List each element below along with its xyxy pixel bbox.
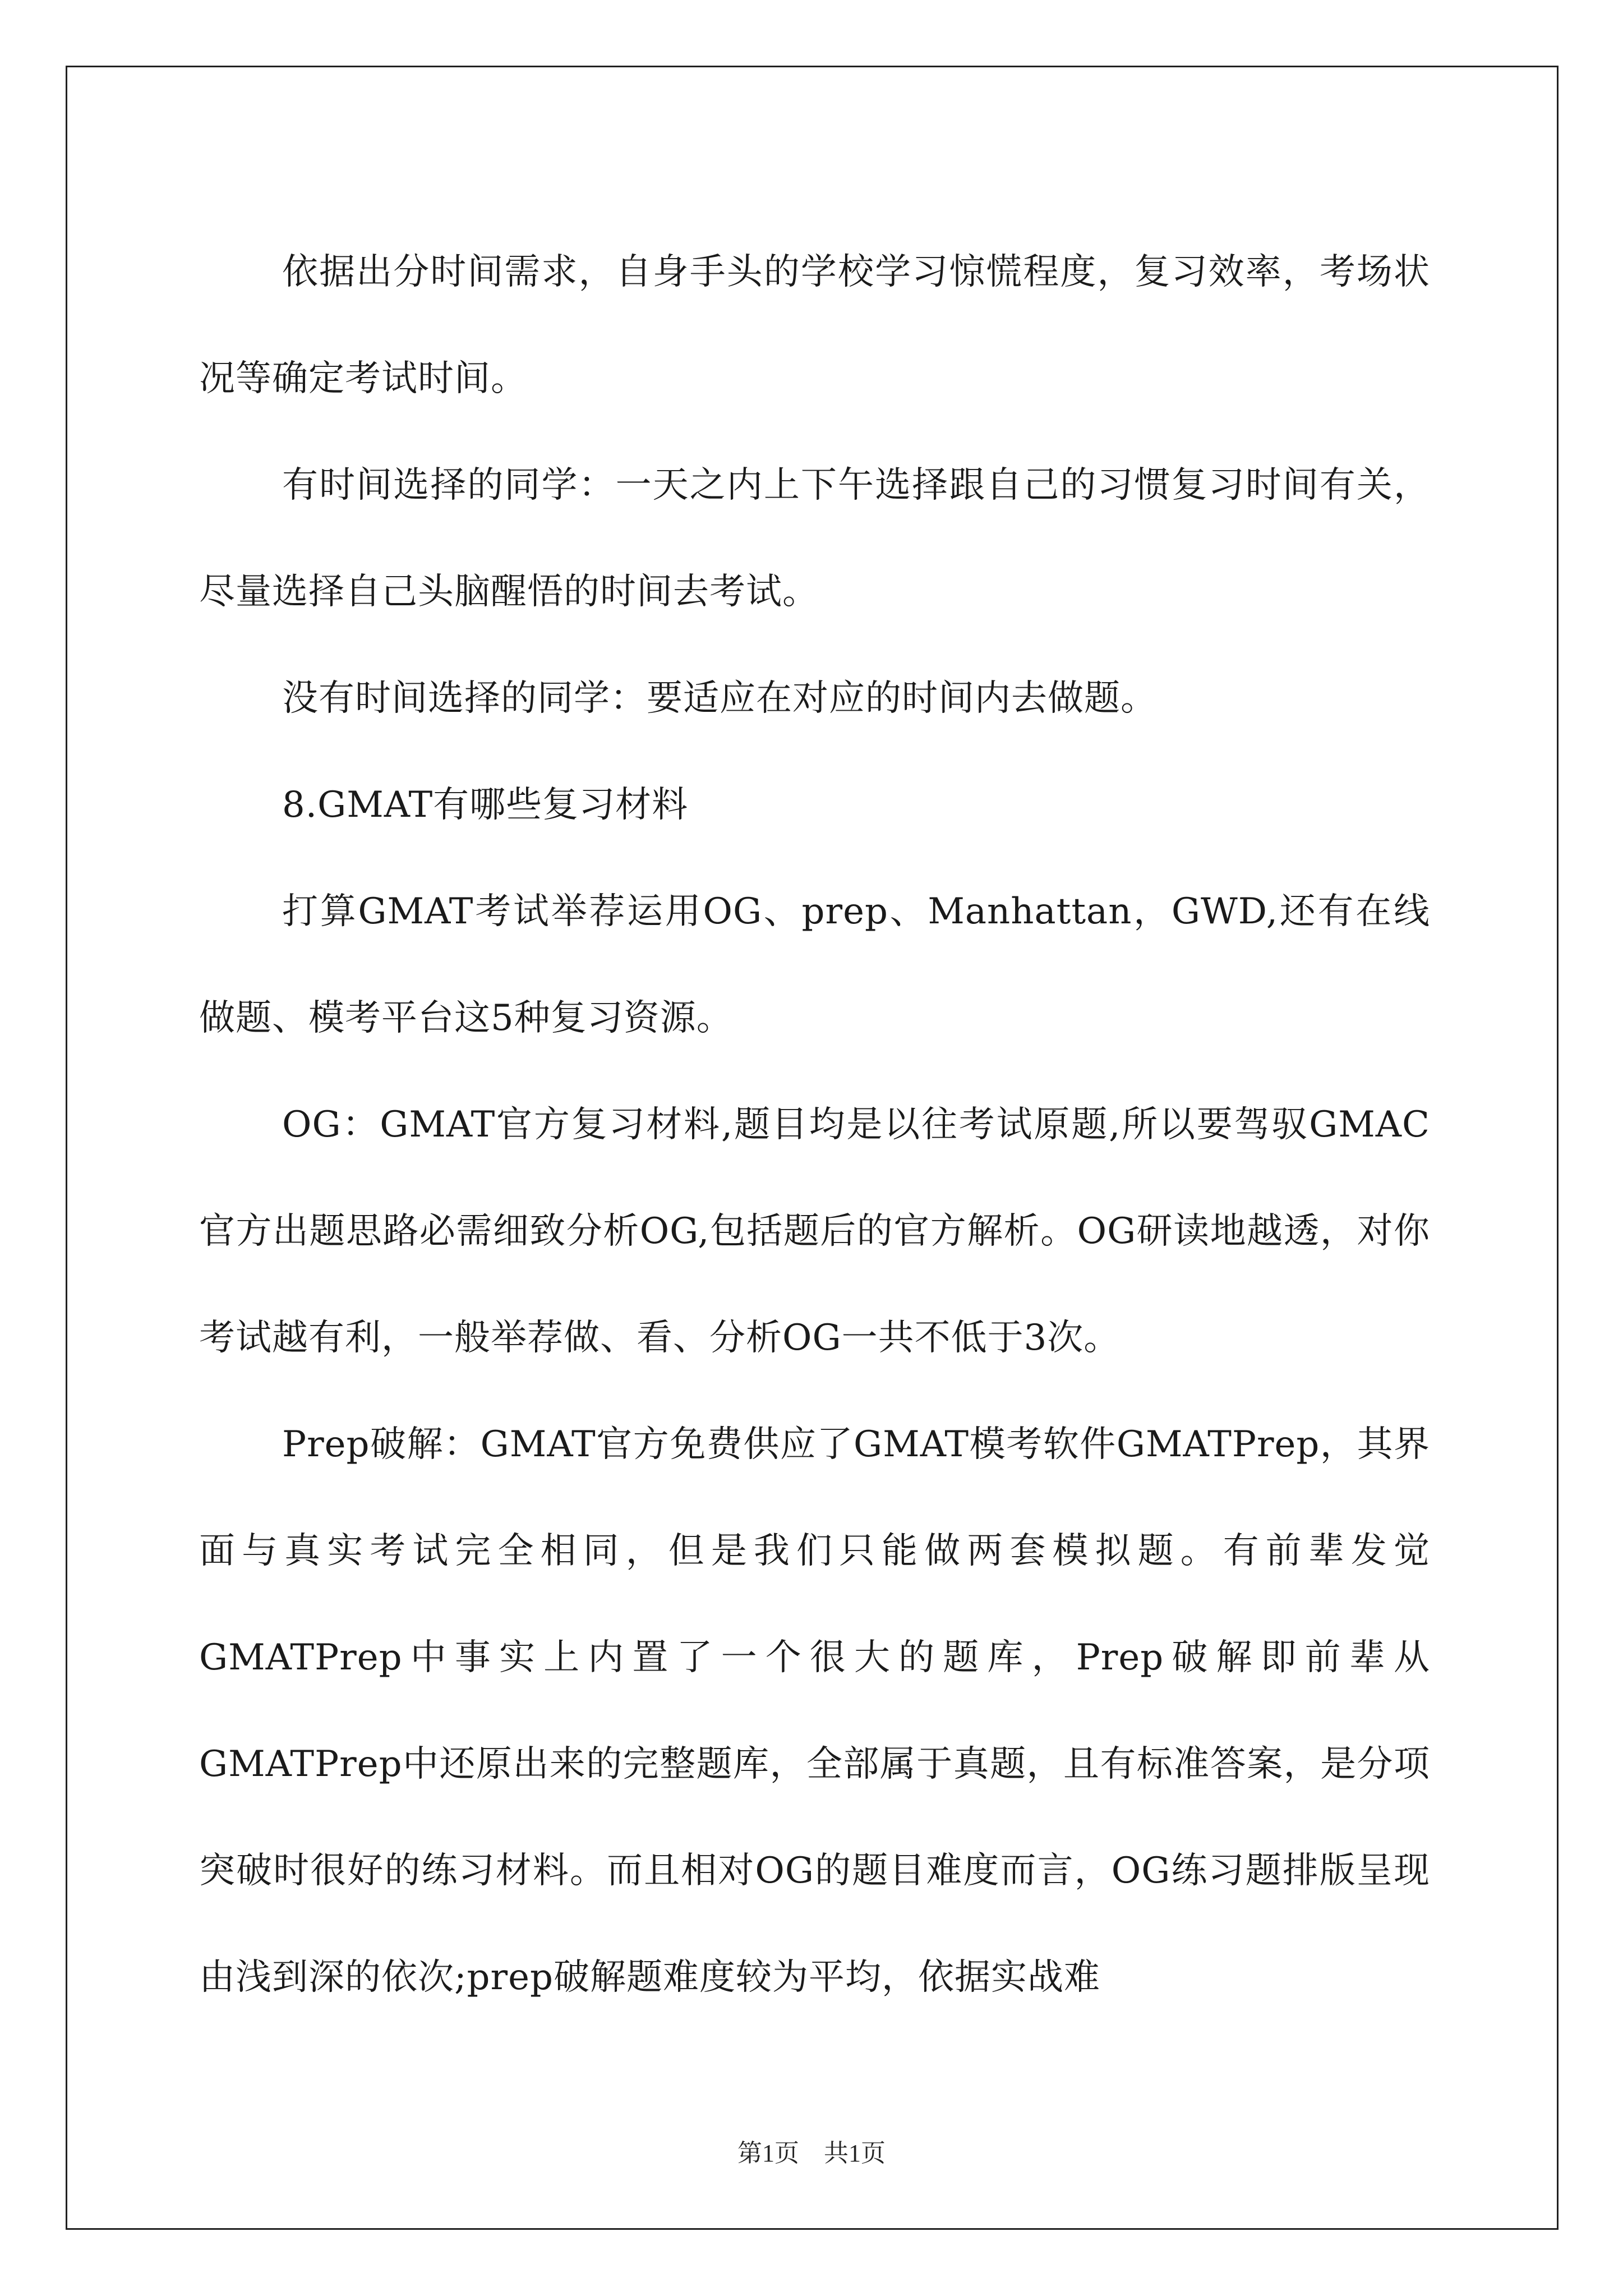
paragraph-4: 打算GMAT考试举荐运用OG、prep、Manhattan，GWD,还有在线做题、模考平台这5种复习资源。 xyxy=(199,891,1430,1039)
paragraph-5: OG：GMAT官方复习材料,题目均是以往考试原题,所以要驾驭GMAC官方出题思路必需细致分析OG,包括题后的官方解析。OG研读地越透，对你考试越有利，一般举荐做、看、分析OG一共不低于3次。 xyxy=(199,1104,1430,1359)
document-body xyxy=(199,219,1430,2031)
page-footer: 第1页 共1页 xyxy=(737,2139,886,2167)
paragraph-6: Prep破解：GMAT官方免费供应了GMAT模考软件GMATPrep，其界面与真实考试完全相同，但是我们只能做两套模拟题。有前辈发觉GMATPrep中事实上内置了一个很大的题库，Prep破解即前辈从GMATPrep中还原出来的完整题库，全部属于真题，且有标准答案，是分项突破时很好的练习材料。而且相对OG的题目难度而言，OG练习题排版呈现由浅到深的依次;prep破解题难度较为平均，依据实战难 xyxy=(199,1424,1430,1998)
paragraph-3: 没有时间选择的同学：要适应在对应的时间内去做题。 xyxy=(282,678,1157,719)
paragraph-2: 有时间选择的同学：一天之内上下午选择跟自己的习惯复习时间有关，尽量选择自己头脑醒悟的时间去考试。 xyxy=(199,464,1430,613)
paragraph-1: 依据出分时间需求，自身手头的学校学习惊慌程度，复习效率，考场状况等确定考试时间。 xyxy=(199,251,1430,399)
section-heading: 8.GMAT有哪些复习材料 xyxy=(282,784,689,826)
